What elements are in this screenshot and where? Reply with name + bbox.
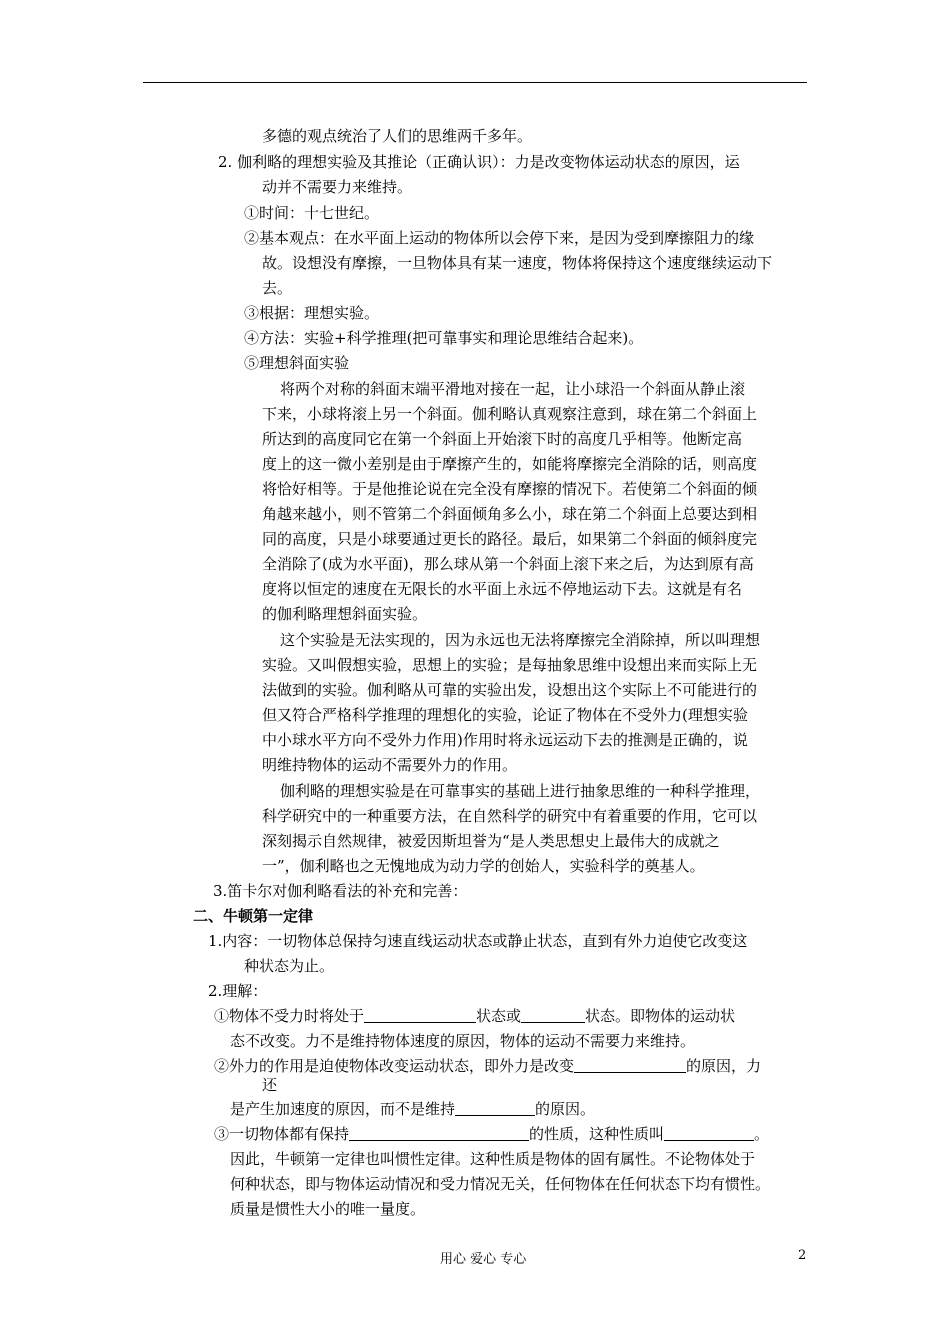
fill-blank-line-3 [230, 1097, 595, 1121]
paragraph-line: 伽利略的理想实验是在可靠事实的基础上进行抽象思维的一种科学推理， [280, 782, 761, 800]
paragraph-line: 下来，小球将滚上另一个斜面。伽利略认真观察注意到，球在第二个斜面上 [262, 405, 758, 423]
text-line: 种状态为止。 [244, 957, 335, 975]
paragraph-line: 一”，伽利略也之无愧地成为动力学的创始人，实验科学的奠基人。 [262, 857, 705, 875]
text-line: 何种状态，即与物体运动情况和受力情况无关，任何物体在任何状态下均有惯性。 [230, 1175, 771, 1193]
text-line: 动并不需要力来维持。 [262, 178, 413, 196]
paragraph-line: 所达到的高度同它在第一个斜面上开始滚下时的高度几乎相等。他断定高 [262, 430, 743, 448]
text-segment: 的原因，力 [686, 1057, 762, 1075]
paragraph-line: 这个实验是无法实现的，因为永远也无法将摩擦完全消除掉，所以叫理想 [280, 631, 761, 649]
paragraph-line: 法做到的实验。伽利略从可靠的实验出发，设想出这个实际上不可能进行的 [262, 681, 758, 699]
fill-blank-line-2 [214, 1054, 761, 1078]
paragraph-line: 实验。又叫假想实验，思想上的实验；是每抽象思维中设想出来而实际上无 [262, 656, 758, 674]
section-heading: 二、牛顿第一定律 [193, 907, 314, 925]
text-segment: 状态或 [476, 1007, 522, 1025]
text-line: 多德的观点统治了人们的思维两千多年。 [262, 127, 533, 145]
paragraph-line: 的伽利略理想斜面实验。 [262, 605, 428, 623]
answer-blank[interactable] [349, 1124, 529, 1141]
text-segment: 状态。即物体的运动状 [585, 1007, 736, 1025]
list-item-understanding: 2.理解： [208, 982, 268, 1000]
text-segment: 的原因。 [535, 1100, 596, 1118]
text-segment: ②外力的作用是迫使物体改变运动状态，即外力是改变 [214, 1057, 575, 1075]
sub-item-time: ①时间：十七世纪。 [244, 204, 380, 222]
sub-item-basis: ③根据：理想实验。 [244, 304, 380, 322]
text-segment: ③一切物体都有保持 [214, 1125, 350, 1143]
paragraph-line: 中小球水平方向不受外力作用)作用时将永远运动下去的推测是正确的，说 [262, 731, 748, 749]
paragraph-line: 全消除了(成为水平面)，那么球从第一个斜面上滚下来之后，为达到原有高 [262, 555, 754, 573]
paragraph-line: 将恰好相等。于是他推论说在完全没有摩擦的情况下。若使第二个斜面的倾 [262, 480, 758, 498]
list-item-3: 3.笛卡尔对伽利略看法的补充和完善： [213, 882, 468, 900]
text-line: 还 [262, 1076, 278, 1094]
page-number: 2 [798, 1248, 807, 1263]
answer-blank[interactable] [364, 1006, 476, 1023]
answer-blank[interactable] [664, 1124, 754, 1141]
paragraph-line: 但又符合严格科学推理的理想化的实验，论证了物体在不受外力(理想实验 [262, 706, 748, 724]
paragraph-line: 深刻揭示自然规律，被爱因斯坦誉为“是人类思想史上最伟大的成就之 [262, 832, 720, 850]
sub-item-slope: ⑤理想斜面实验 [244, 354, 350, 372]
answer-blank[interactable] [521, 1006, 585, 1023]
text-line: 态不改变。力不是维持物体速度的原因，物体的运动不需要力来维持。 [230, 1032, 696, 1050]
text-segment: 的性质，这种性质叫 [529, 1125, 665, 1143]
sub-item-method: ④方法：实验+科学推理(把可靠事实和理论思维结合起来)。 [244, 329, 644, 347]
paragraph-line: 度将以恒定的速度在无限长的水平面上永远不停地运动下去。这就是有名 [262, 580, 743, 598]
text-line: 故。设想没有摩擦，一旦物体具有某一速度，物体将保持这个速度继续运动下 [262, 254, 773, 272]
fill-blank-line-1 [214, 1004, 735, 1028]
list-item-content: 1.内容：一切物体总保持匀速直线运动状态或静止状态，直到有外力迫使它改变这 [208, 932, 748, 950]
text-line: 去。 [262, 279, 293, 297]
paragraph-line: 角越来越小，则不管第二个斜面倾角多么小，球在第二个斜面上总要达到相 [262, 505, 758, 523]
sub-item-viewpoint: ②基本观点：在水平面上运动的物体所以会停下来，是因为受到摩擦阻力的缘 [244, 229, 755, 247]
text-segment: 是产生加速度的原因，而不是维持 [230, 1100, 456, 1118]
paragraph-line: 科学研究中的一种重要方法，在自然科学的研究中有着重要的作用，它可以 [262, 807, 758, 825]
text-line: 质量是惯性大小的唯一量度。 [230, 1200, 426, 1218]
fill-blank-line-4 [214, 1122, 769, 1146]
paragraph-line: 度上的这一微小差别是由于摩擦产生的，如能将摩擦完全消除的话，则高度 [262, 455, 758, 473]
paragraph-line: 同的高度，只是小球要通过更长的路径。最后，如果第二个斜面的倾斜度完 [262, 530, 758, 548]
text-segment: ①物体不受力时将处于 [214, 1007, 365, 1025]
answer-blank[interactable] [455, 1099, 535, 1116]
paragraph-line: 将两个对称的斜面末端平滑地对接在一起，让小球沿一个斜面从静止滚 [280, 380, 746, 398]
list-item-2: 2. 伽利略的理想实验及其推论（正确认识）：力是改变物体运动状态的原因，运 [218, 153, 740, 171]
answer-blank[interactable] [574, 1056, 686, 1073]
footer-motto: 用心 爱心 专心 [440, 1252, 527, 1267]
text-line: 因此，牛顿第一定律也叫惯性定律。这种性质是物体的固有属性。不论物体处于 [230, 1150, 756, 1168]
paragraph-line: 明维持物体的运动不需要外力的作用。 [262, 756, 518, 774]
header-rule [143, 82, 807, 83]
text-segment: 。 [754, 1125, 770, 1143]
